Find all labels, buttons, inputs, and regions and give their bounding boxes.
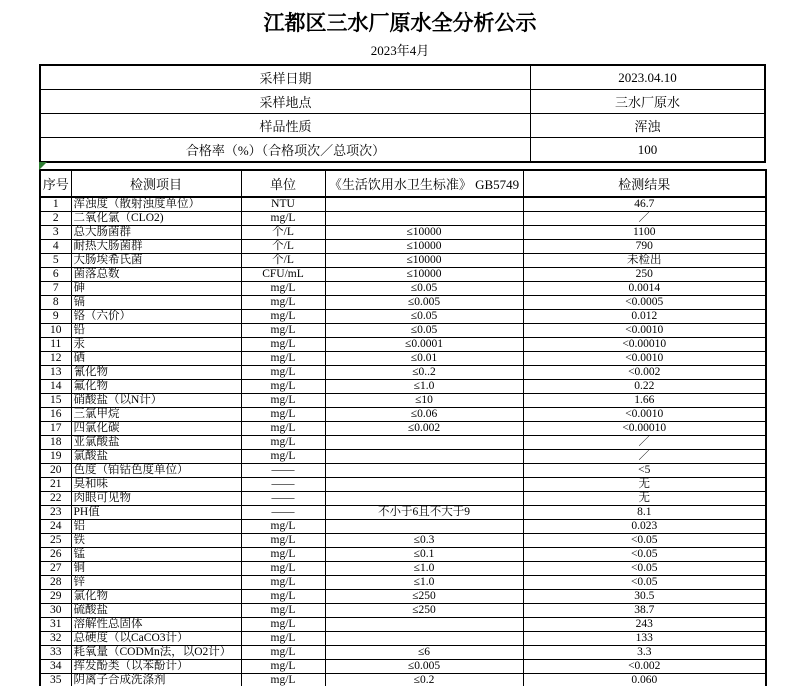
row-number: 25: [40, 534, 71, 548]
standard-limit: ≤0.2: [325, 674, 523, 686]
result-value: <0.05: [523, 576, 766, 590]
report-page: [0, 7, 800, 686]
table-row: [40, 436, 766, 450]
result-value: ／: [523, 450, 766, 464]
unit-value: mg/L: [241, 450, 325, 464]
item-name: 阴离子合成洗涤剂: [71, 674, 241, 686]
result-value: 0.023: [523, 520, 766, 534]
result-value: 未检出: [523, 254, 766, 268]
result-value: 0.22: [523, 380, 766, 394]
unit-value: mg/L: [241, 380, 325, 394]
standard-limit: [325, 197, 523, 212]
unit-value: 个/L: [241, 254, 325, 268]
standard-limit: [325, 436, 523, 450]
unit-value: mg/L: [241, 296, 325, 310]
table-row: [40, 226, 766, 240]
unit-value: ——: [241, 478, 325, 492]
item-name: 耗氧量（CODMn法，以O2计）: [71, 646, 241, 660]
info-value: 2023.04.10: [531, 65, 766, 90]
unit-value: mg/L: [241, 590, 325, 604]
result-value: 30.5: [523, 590, 766, 604]
table-row: [40, 660, 766, 674]
unit-value: mg/L: [241, 338, 325, 352]
result-value: <0.0010: [523, 408, 766, 422]
unit-value: mg/L: [241, 674, 325, 686]
standard-limit: ≤6: [325, 646, 523, 660]
standard-limit: ≤250: [325, 604, 523, 618]
item-name: 硒: [71, 352, 241, 366]
unit-value: mg/L: [241, 520, 325, 534]
unit-value: mg/L: [241, 408, 325, 422]
analysis-table-wrap: [39, 169, 765, 686]
info-row: [40, 90, 765, 114]
result-value: <0.00010: [523, 422, 766, 436]
unit-value: mg/L: [241, 548, 325, 562]
info-label: 采样地点: [40, 90, 531, 114]
unit-value: mg/L: [241, 324, 325, 338]
standard-limit: [325, 212, 523, 226]
table-row: [40, 296, 766, 310]
row-number: 19: [40, 450, 71, 464]
info-row: [40, 65, 765, 90]
item-name: 二氧化氯（CLO2): [71, 212, 241, 226]
row-number: 27: [40, 562, 71, 576]
result-value: 0.0014: [523, 282, 766, 296]
item-name: 总大肠菌群: [71, 226, 241, 240]
result-value: <5: [523, 464, 766, 478]
table-row: [40, 520, 766, 534]
standard-limit: [325, 632, 523, 646]
result-value: ／: [523, 212, 766, 226]
result-value: 243: [523, 618, 766, 632]
col-header-unit: 单位: [241, 170, 325, 197]
standard-limit: [325, 618, 523, 632]
row-number: 4: [40, 240, 71, 254]
standard-limit: ≤0.05: [325, 310, 523, 324]
table-row: [40, 324, 766, 338]
row-number: 23: [40, 506, 71, 520]
unit-value: ——: [241, 464, 325, 478]
row-number: 20: [40, 464, 71, 478]
unit-value: mg/L: [241, 534, 325, 548]
unit-value: mg/L: [241, 310, 325, 324]
result-value: 790: [523, 240, 766, 254]
table-row: [40, 408, 766, 422]
row-number: 11: [40, 338, 71, 352]
item-name: 耐热大肠菌群: [71, 240, 241, 254]
item-name: 挥发酚类（以苯酚计）: [71, 660, 241, 674]
standard-limit: ≤0.002: [325, 422, 523, 436]
info-value: 浑浊: [531, 114, 766, 138]
unit-value: ——: [241, 492, 325, 506]
col-header-no: 序号: [40, 170, 71, 197]
item-name: 氯化物: [71, 590, 241, 604]
standard-limit: ≤0.005: [325, 296, 523, 310]
item-name: 硫酸盐: [71, 604, 241, 618]
unit-value: NTU: [241, 197, 325, 212]
row-number: 32: [40, 632, 71, 646]
unit-value: mg/L: [241, 576, 325, 590]
item-name: 溶解性总固体: [71, 618, 241, 632]
standard-limit: ≤10000: [325, 240, 523, 254]
standard-limit: ≤10: [325, 394, 523, 408]
standard-limit: ≤1.0: [325, 380, 523, 394]
table-row: [40, 352, 766, 366]
result-value: 0.060: [523, 674, 766, 686]
standard-limit: ≤10000: [325, 226, 523, 240]
row-number: 28: [40, 576, 71, 590]
unit-value: mg/L: [241, 212, 325, 226]
table-row: [40, 492, 766, 506]
info-label: 采样日期: [40, 65, 531, 90]
standard-limit: ≤10000: [325, 254, 523, 268]
item-name: 铅: [71, 324, 241, 338]
page-title: 江都区三水厂原水全分析公示: [263, 11, 537, 35]
item-name: 铝: [71, 520, 241, 534]
row-number: 26: [40, 548, 71, 562]
info-label: 合格率（%）（合格项次／总项次）: [40, 138, 531, 163]
result-value: 133: [523, 632, 766, 646]
row-number: 8: [40, 296, 71, 310]
table-row: [40, 646, 766, 660]
row-number: 2: [40, 212, 71, 226]
item-name: 三氯甲烷: [71, 408, 241, 422]
table-row: [40, 450, 766, 464]
table-row: [40, 197, 766, 212]
item-name: 汞: [71, 338, 241, 352]
unit-value: mg/L: [241, 562, 325, 576]
item-name: 砷: [71, 282, 241, 296]
table-row: [40, 506, 766, 520]
table-row: [40, 366, 766, 380]
row-number: 10: [40, 324, 71, 338]
unit-value: mg/L: [241, 436, 325, 450]
standard-limit: ≤0.005: [325, 660, 523, 674]
excel-corner-marker-icon: [39, 162, 47, 170]
col-header-standard: 《生活饮用水卫生标准》 GB5749: [325, 170, 523, 197]
table-row: [40, 212, 766, 226]
table-row: [40, 380, 766, 394]
row-number: 15: [40, 394, 71, 408]
item-name: 四氯化碳: [71, 422, 241, 436]
table-row: [40, 576, 766, 590]
col-header-item: 检测项目: [71, 170, 241, 197]
result-value: 8.1: [523, 506, 766, 520]
table-row: [40, 310, 766, 324]
row-number: 14: [40, 380, 71, 394]
standard-limit: ≤0.01: [325, 352, 523, 366]
table-row: [40, 338, 766, 352]
row-number: 18: [40, 436, 71, 450]
table-row: [40, 240, 766, 254]
result-value: <0.002: [523, 660, 766, 674]
row-number: 22: [40, 492, 71, 506]
row-number: 29: [40, 590, 71, 604]
row-number: 9: [40, 310, 71, 324]
row-number: 33: [40, 646, 71, 660]
result-value: 无: [523, 478, 766, 492]
table-row: [40, 548, 766, 562]
result-value: 46.7: [523, 197, 766, 212]
item-name: 菌落总数: [71, 268, 241, 282]
item-name: 镉: [71, 296, 241, 310]
standard-limit: ≤250: [325, 590, 523, 604]
standard-limit: ≤0..2: [325, 366, 523, 380]
standard-limit: ≤0.06: [325, 408, 523, 422]
item-name: PH值: [71, 506, 241, 520]
unit-value: mg/L: [241, 604, 325, 618]
item-name: 总硬度（以CaCO3计）: [71, 632, 241, 646]
row-number: 24: [40, 520, 71, 534]
result-value: <0.05: [523, 548, 766, 562]
report-month: 2023年4月: [370, 43, 430, 58]
row-number: 1: [40, 197, 71, 212]
item-name: 铁: [71, 534, 241, 548]
table-row: [40, 604, 766, 618]
row-number: 3: [40, 226, 71, 240]
table-row: [40, 478, 766, 492]
row-number: 35: [40, 674, 71, 686]
table-row: [40, 394, 766, 408]
standard-limit: [325, 450, 523, 464]
result-value: 1.66: [523, 394, 766, 408]
result-value: 250: [523, 268, 766, 282]
table-row: [40, 464, 766, 478]
unit-value: CFU/mL: [241, 268, 325, 282]
table-row: [40, 562, 766, 576]
result-value: 3.3: [523, 646, 766, 660]
unit-value: mg/L: [241, 646, 325, 660]
item-name: 大肠埃希氏菌: [71, 254, 241, 268]
result-value: 无: [523, 492, 766, 506]
header-row: [40, 170, 766, 197]
standard-limit: ≤1.0: [325, 576, 523, 590]
row-number: 21: [40, 478, 71, 492]
item-name: 氰化物: [71, 366, 241, 380]
table-row: [40, 632, 766, 646]
row-number: 31: [40, 618, 71, 632]
unit-value: mg/L: [241, 394, 325, 408]
table-row: [40, 282, 766, 296]
row-number: 5: [40, 254, 71, 268]
item-name: 氟化物: [71, 380, 241, 394]
item-name: 色度（铂钴色度单位）: [71, 464, 241, 478]
standard-limit: [325, 478, 523, 492]
unit-value: 个/L: [241, 240, 325, 254]
item-name: 臭和味: [71, 478, 241, 492]
standard-limit: [325, 464, 523, 478]
info-row: [40, 114, 765, 138]
result-value: ／: [523, 436, 766, 450]
sample-info-table: [39, 64, 766, 163]
item-name: 氯酸盐: [71, 450, 241, 464]
unit-value: mg/L: [241, 632, 325, 646]
standard-limit: ≤10000: [325, 268, 523, 282]
standard-limit: ≤1.0: [325, 562, 523, 576]
standard-limit: ≤0.3: [325, 534, 523, 548]
table-row: [40, 590, 766, 604]
result-value: <0.00010: [523, 338, 766, 352]
row-number: 16: [40, 408, 71, 422]
unit-value: mg/L: [241, 618, 325, 632]
standard-limit: ≤0.0001: [325, 338, 523, 352]
row-number: 12: [40, 352, 71, 366]
item-name: 锰: [71, 548, 241, 562]
row-number: 6: [40, 268, 71, 282]
unit-value: ——: [241, 506, 325, 520]
table-row: [40, 422, 766, 436]
standard-limit: ≤0.05: [325, 324, 523, 338]
row-number: 30: [40, 604, 71, 618]
result-value: <0.05: [523, 534, 766, 548]
table-row: [40, 534, 766, 548]
item-name: 亚氯酸盐: [71, 436, 241, 450]
info-value: 三水厂原水: [531, 90, 766, 114]
table-row: [40, 254, 766, 268]
item-name: 铬（六价）: [71, 310, 241, 324]
table-row: [40, 618, 766, 632]
table-row: [40, 268, 766, 282]
row-number: 17: [40, 422, 71, 436]
unit-value: mg/L: [241, 282, 325, 296]
unit-value: mg/L: [241, 660, 325, 674]
unit-value: mg/L: [241, 366, 325, 380]
item-name: 铜: [71, 562, 241, 576]
row-number: 7: [40, 282, 71, 296]
standard-limit: ≤0.1: [325, 548, 523, 562]
result-value: <0.05: [523, 562, 766, 576]
unit-value: mg/L: [241, 352, 325, 366]
result-value: <0.002: [523, 366, 766, 380]
item-name: 浑浊度（散射浊度单位）: [71, 197, 241, 212]
info-label: 样品性质: [40, 114, 531, 138]
standard-limit: [325, 492, 523, 506]
row-number: 34: [40, 660, 71, 674]
result-value: 38.7: [523, 604, 766, 618]
result-value: 1100: [523, 226, 766, 240]
info-value: 100: [531, 138, 766, 163]
item-name: 锌: [71, 576, 241, 590]
item-name: 肉眼可见物: [71, 492, 241, 506]
standard-limit: 不小于6且不大于9: [325, 506, 523, 520]
result-value: 0.012: [523, 310, 766, 324]
result-value: <0.0010: [523, 324, 766, 338]
result-value: <0.0005: [523, 296, 766, 310]
result-value: <0.0010: [523, 352, 766, 366]
row-number: 13: [40, 366, 71, 380]
col-header-result: 检测结果: [523, 170, 766, 197]
table-row: [40, 674, 766, 686]
standard-limit: ≤0.05: [325, 282, 523, 296]
unit-value: mg/L: [241, 422, 325, 436]
item-name: 硝酸盐（以N计）: [71, 394, 241, 408]
standard-limit: [325, 520, 523, 534]
info-row: [40, 138, 765, 163]
analysis-table: [39, 169, 767, 686]
unit-value: 个/L: [241, 226, 325, 240]
